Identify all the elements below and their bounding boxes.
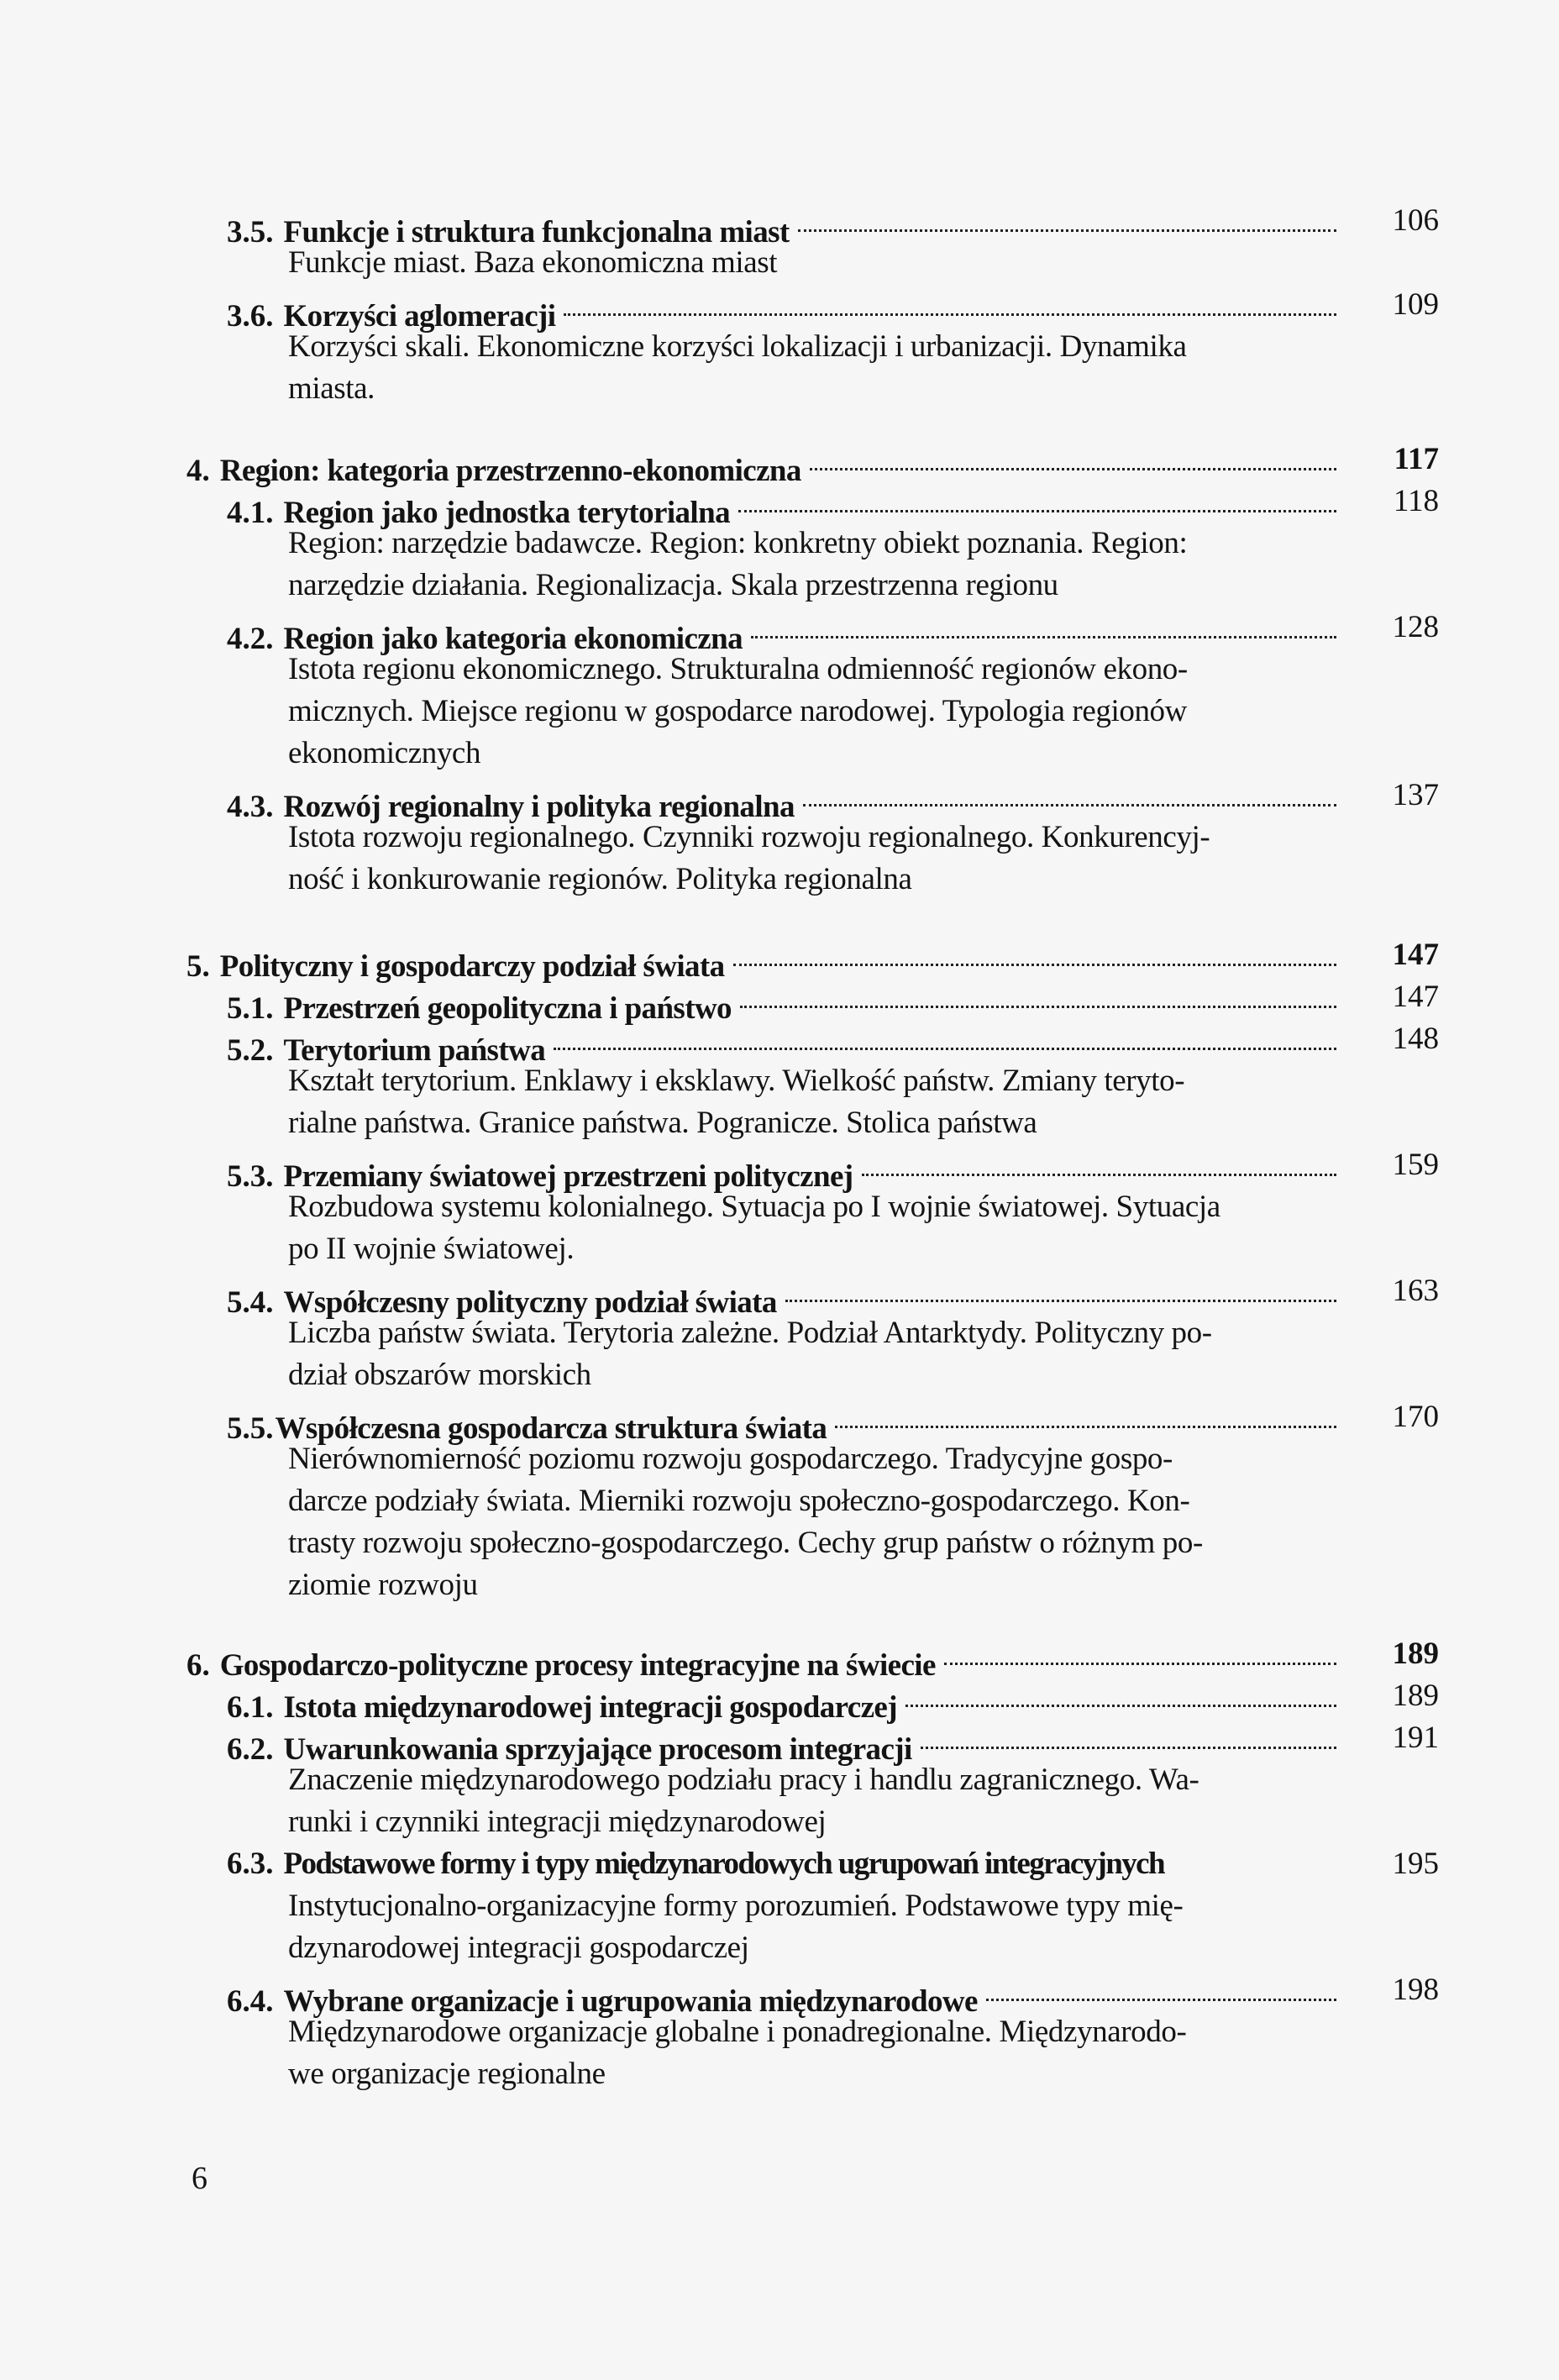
dot-leader (554, 1018, 1336, 1060)
entry-number: 5.3. (227, 1159, 274, 1194)
description-line: dzynarodowej integracji gospodarczej (288, 1931, 749, 1965)
entry-number: 4.1. (227, 496, 274, 530)
toc-entry-4-2[interactable] (0, 607, 1559, 656)
description-line: po II wojnie światowej. (288, 1232, 575, 1266)
entry-title: Istota międzynarodowej integracji gospodarczej (283, 1690, 897, 1725)
dot-leader (862, 1144, 1337, 1186)
description-line: Rozbudowa systemu kolonialnego. Sytuacja po I wojnie światowej. Sytuacja (288, 1190, 1220, 1224)
chapter-number: 6. (186, 1648, 210, 1683)
entry-title: Wybrane organizacje i ugrupowania międzynarodowe (283, 1984, 978, 2019)
entry-page-number: 118 (1393, 484, 1439, 518)
dot-leader (751, 607, 1336, 649)
entry-title: Region jako kategoria ekonomiczna (283, 622, 743, 656)
description-line: runki i czynniki integracji międzynarodowej (288, 1805, 827, 1839)
chapter-title: Polityczny i gospodarczy podział świata (219, 949, 725, 984)
dot-leader (564, 284, 1336, 326)
chapter-number: 5. (186, 949, 210, 984)
entry-title: Terytorium państwa (283, 1033, 546, 1068)
toc-entry-4-3[interactable] (0, 775, 1559, 824)
entry-title: Region jako jednostka terytorialna (283, 496, 730, 530)
description-line: Korzyści skali. Ekonomiczne korzyści lokalizacji i urbanizacji. Dynamika (288, 329, 1187, 364)
entry-title: Rozwój regionalny i polityka regionalna (283, 790, 795, 824)
entry-page-number: 163 (1392, 1274, 1439, 1308)
entry-description (288, 1885, 1348, 1969)
entry-title: Współczesna gospodarcza struktura świata (275, 1411, 827, 1446)
entry-number: 5.5. (227, 1411, 274, 1446)
entry-description (288, 326, 1348, 410)
entry-number: 6.4. (227, 1984, 274, 2019)
chapter-page-number: 117 (1394, 442, 1439, 476)
toc-entry-6-3[interactable] (0, 1843, 1559, 1885)
toc-entry-5-3[interactable] (0, 1144, 1559, 1194)
entry-page-number: 191 (1392, 1721, 1439, 1755)
toc-entry-5-5[interactable] (0, 1396, 1559, 1446)
entry-title: Funkcje i struktura funkcjonalna miast (283, 215, 790, 250)
chapter-page-number: 189 (1392, 1637, 1439, 1671)
entry-title: Współczesny polityczny podział świata (283, 1285, 777, 1320)
entry-description (288, 817, 1348, 901)
entry-number: 4.2. (227, 622, 274, 656)
description-line: Istota regionu ekonomicznego. Strukturalna odmienność regionów ekono- (288, 652, 1188, 686)
toc-entry-6-2[interactable] (0, 1717, 1559, 1767)
entry-page-number: 189 (1392, 1679, 1439, 1713)
entry-description (288, 523, 1348, 607)
entry-page-number: 109 (1392, 287, 1439, 322)
entry-page-number: 170 (1392, 1400, 1439, 1434)
entry-description (288, 1438, 1348, 1606)
dot-leader (835, 1396, 1336, 1438)
toc-chapter-5[interactable] (0, 934, 1559, 984)
description-line: Międzynarodowe organizacje globalne i ponadregionalne. Międzynarodo- (288, 2015, 1187, 2049)
description-line: dział obszarów morskich (288, 1358, 591, 1392)
description-line: Funkcje miast. Baza ekonomiczna miast (288, 245, 778, 280)
chapter-title: Gospodarczo-polityczne procesy integracyjne na świecie (219, 1648, 936, 1683)
entry-page-number: 148 (1392, 1022, 1439, 1056)
entry-title: Podstawowe formy i typy międzynarodowych ugrupowań integracyjnych (283, 1847, 1164, 1881)
toc-entry-4-1[interactable] (0, 481, 1559, 530)
description-line: Region: narzędzie badawcze. Region: konkretny obiekt poznania. Region: (288, 526, 1188, 560)
toc-entry-3-5[interactable] (0, 200, 1559, 250)
toc-chapter-6[interactable] (0, 1633, 1559, 1683)
description-line: Nierównomierność poziomu rozwoju gospodarczego. Tradycyjne gospo- (288, 1442, 1173, 1476)
dot-leader (921, 1717, 1336, 1759)
entry-description (288, 2011, 1348, 2095)
entry-number: 5.2. (227, 1033, 274, 1068)
description-line: micznych. Miejsce regionu w gospodarce narodowej. Typologia regionów (288, 694, 1187, 728)
description-line: ziomie rozwoju (288, 1568, 478, 1602)
description-line: ekonomicznych (288, 736, 481, 770)
toc-chapter-4[interactable] (0, 439, 1559, 488)
toc-entry-3-6[interactable] (0, 284, 1559, 334)
toc-entry-6-4[interactable] (0, 1969, 1559, 2019)
entry-number: 5.4. (227, 1285, 274, 1320)
entry-number: 5.1. (227, 991, 274, 1026)
entry-description (288, 1312, 1348, 1396)
entry-page-number: 159 (1392, 1148, 1439, 1182)
description-line: miasta. (288, 371, 375, 406)
description-line: we organizacje regionalne (288, 2057, 606, 2091)
entry-page-number: 106 (1392, 203, 1439, 238)
dot-leader (803, 775, 1336, 817)
entry-description (288, 1759, 1348, 1843)
dot-leader (733, 934, 1336, 976)
entry-title: Przemiany światowej przestrzeni politycznej (283, 1159, 853, 1194)
description-line: Kształt terytorium. Enklawy i eksklawy. Wielkość państw. Zmiany teryto- (288, 1064, 1185, 1098)
entry-page-number: 137 (1392, 778, 1439, 812)
entry-number: 4.3. (227, 790, 274, 824)
chapter-page-number: 147 (1392, 938, 1439, 972)
entry-page-number: 198 (1392, 1973, 1439, 2007)
entry-title: Uwarunkowania sprzyjające procesom integracji (283, 1732, 912, 1767)
entry-page-number: 195 (1392, 1847, 1439, 1881)
chapter-number: 4. (186, 454, 210, 488)
dot-leader (905, 1675, 1336, 1717)
page-number: 6 (192, 2161, 207, 2196)
description-line: narzędzie działania. Regionalizacja. Skala przestrzenna regionu (288, 568, 1058, 602)
entry-description (288, 242, 1348, 284)
toc-entry-5-4[interactable] (0, 1270, 1559, 1320)
entry-number: 6.2. (227, 1732, 274, 1767)
dot-leader (986, 1969, 1336, 2011)
entry-description (288, 1186, 1348, 1270)
dot-leader (810, 439, 1336, 481)
description-line: ność i konkurowanie regionów. Polityka regionalna (288, 862, 912, 896)
entry-title: Korzyści aglomeracji (283, 299, 556, 334)
toc-entry-5-2[interactable] (0, 1018, 1559, 1068)
dot-leader (740, 976, 1336, 1018)
description-line: darcze podziały świata. Mierniki rozwoju społeczno-gospodarczego. Kon- (288, 1484, 1190, 1518)
description-line: Istota rozwoju regionalnego. Czynniki rozwoju regionalnego. Konkurencyj- (288, 820, 1210, 854)
entry-page-number: 128 (1392, 610, 1439, 644)
description-line: Znaczenie międzynarodowego podziału pracy i handlu zagranicznego. Wa- (288, 1763, 1199, 1797)
entry-page-number: 147 (1392, 980, 1439, 1014)
entry-description (288, 649, 1348, 775)
entry-number: 6.1. (227, 1690, 274, 1725)
toc-entry-5-1[interactable] (0, 976, 1559, 1026)
dot-leader (785, 1270, 1336, 1312)
dot-leader (738, 481, 1336, 523)
dot-leader (944, 1633, 1336, 1675)
entry-description (288, 1060, 1348, 1144)
entry-number: 3.5. (227, 215, 274, 250)
entry-number: 3.6. (227, 299, 274, 334)
description-line: Liczba państw świata. Terytoria zależne. Podział Antarktydy. Polityczny po- (288, 1316, 1212, 1350)
description-line: trasty rozwoju społeczno-gospodarczego. Cechy grup państw o różnym po- (288, 1526, 1203, 1560)
description-line: Instytucjonalno-organizacyjne formy porozumień. Podstawowe typy mię- (288, 1889, 1184, 1923)
entry-title: Przestrzeń geopolityczna i państwo (283, 991, 732, 1026)
entry-number: 6.3. (227, 1847, 274, 1881)
dot-leader (798, 200, 1336, 242)
chapter-title: Region: kategoria przestrzenno-ekonomiczna (219, 454, 801, 488)
toc-entry-6-1[interactable] (0, 1675, 1559, 1725)
description-line: rialne państwa. Granice państwa. Pogranicze. Stolica państwa (288, 1106, 1037, 1140)
